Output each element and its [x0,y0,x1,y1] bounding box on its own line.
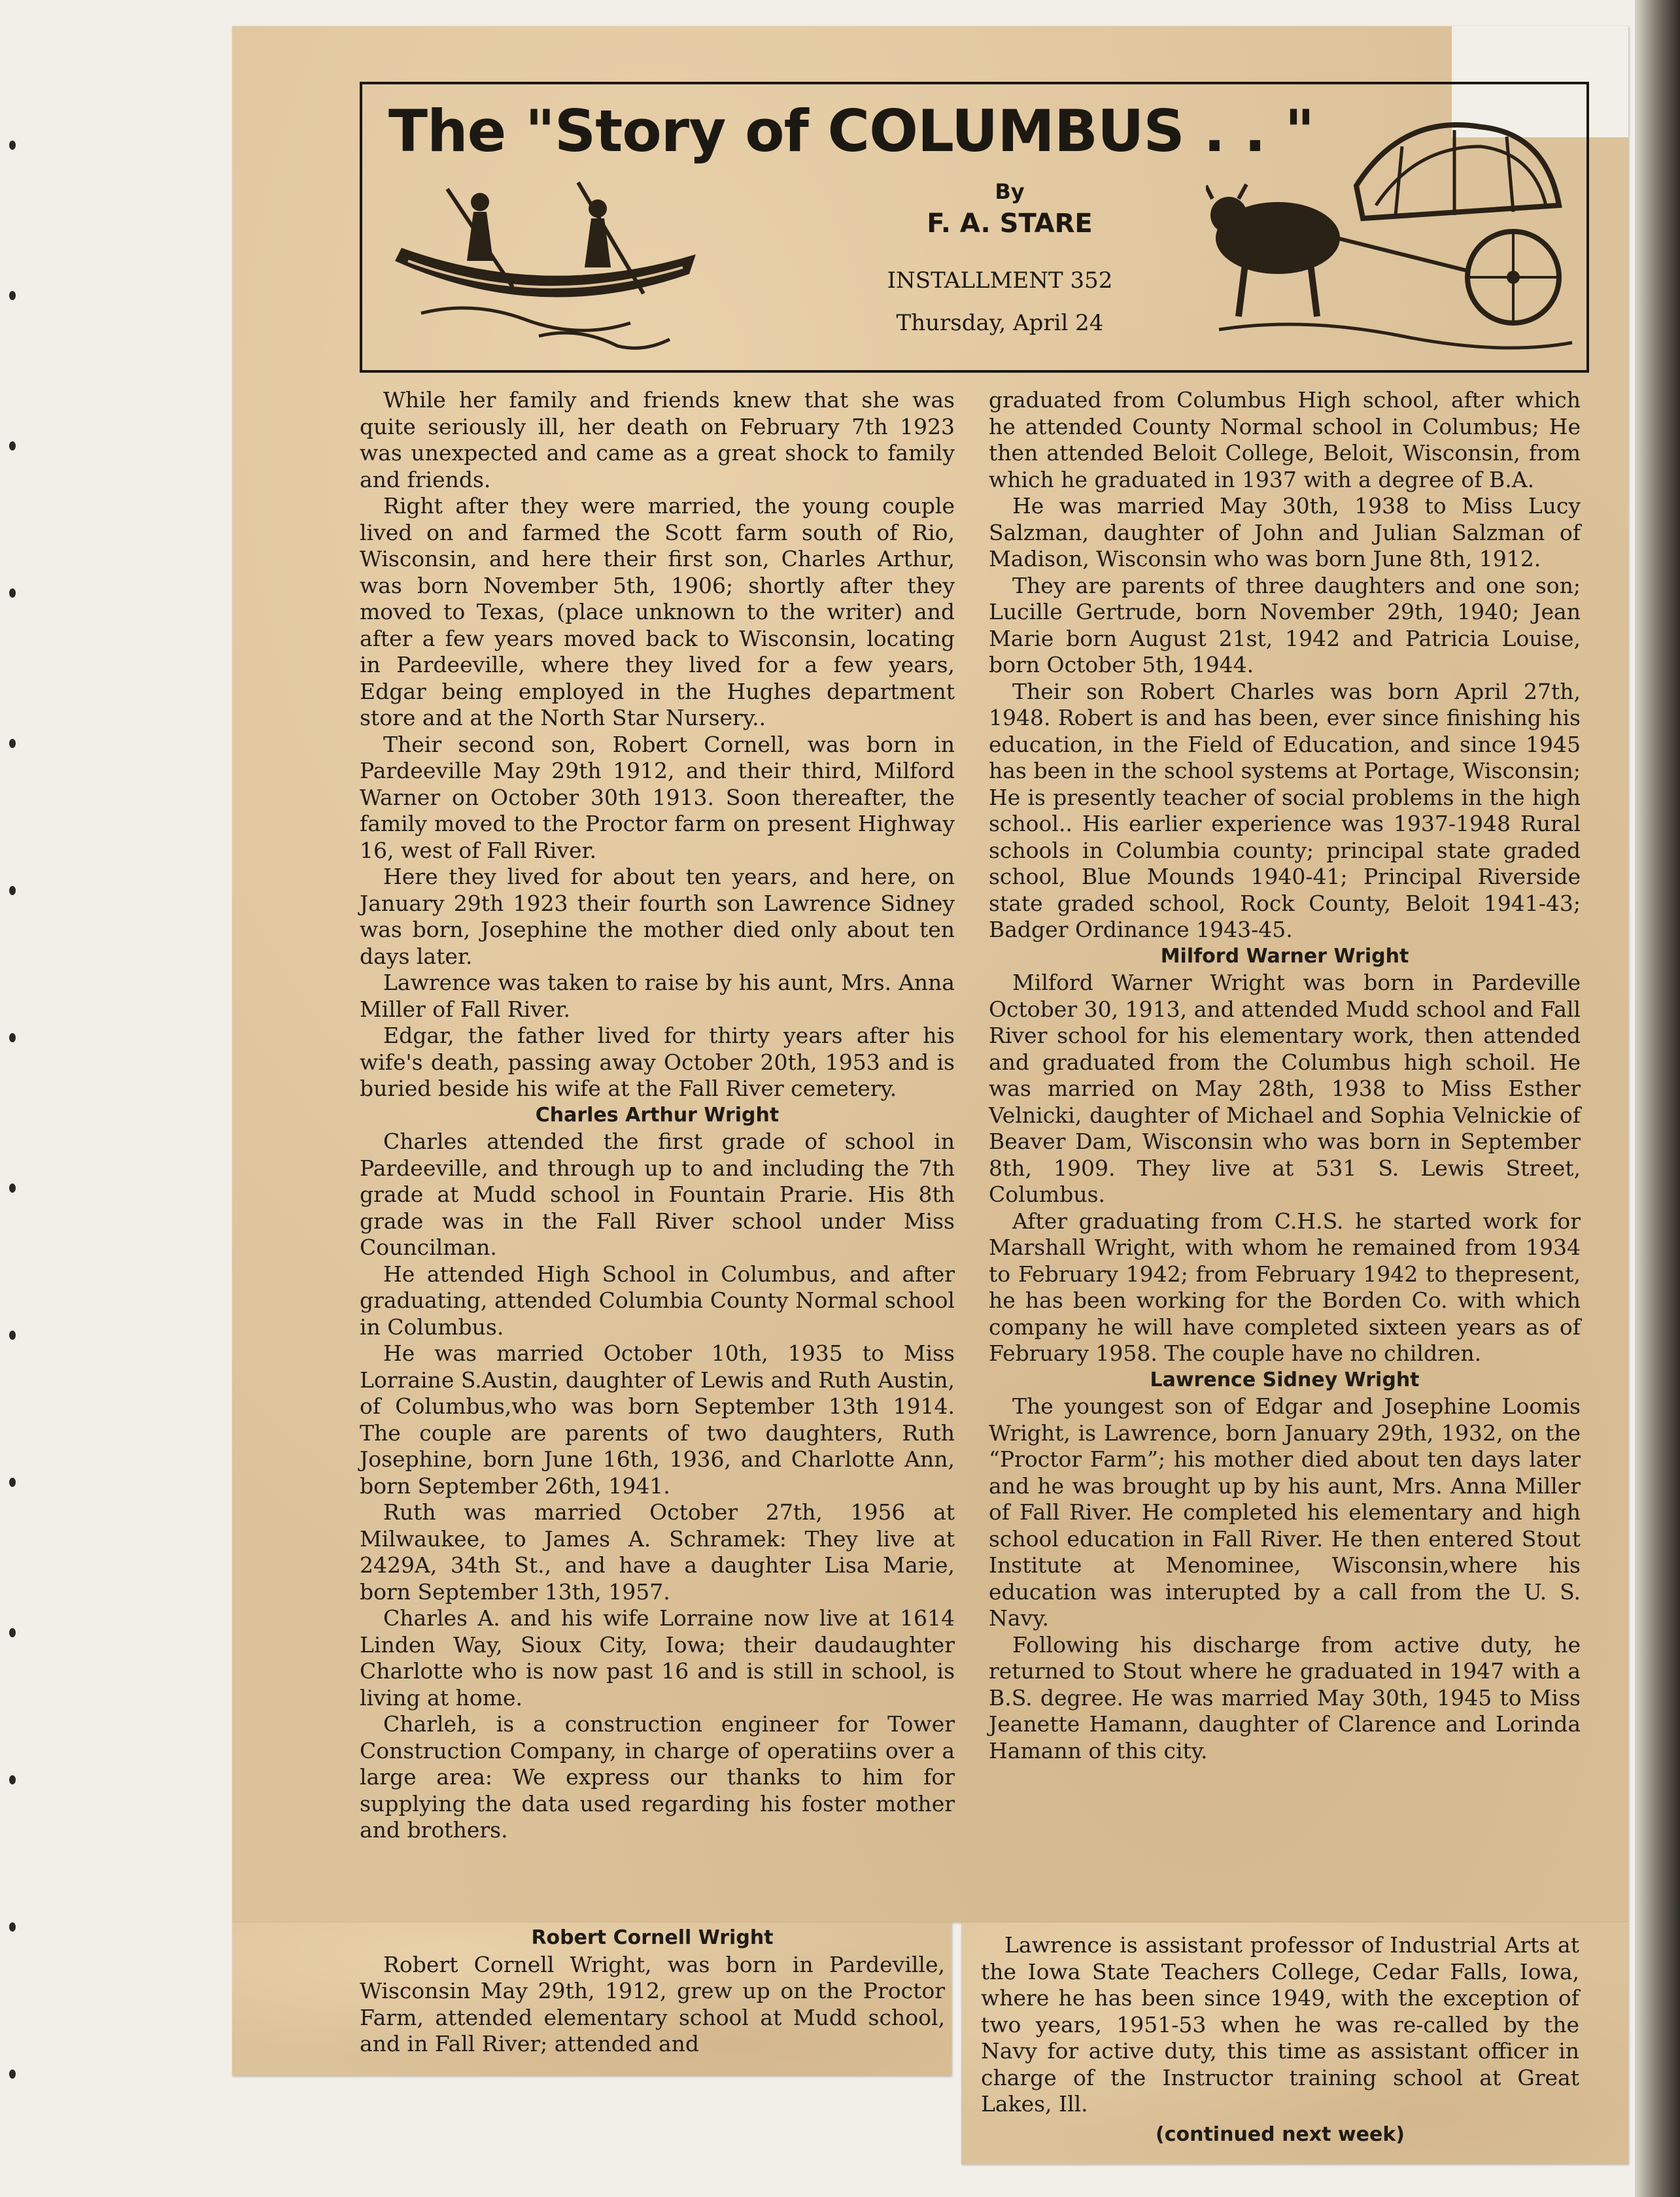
paragraph: Milford Warner Wright was born in Pardeville October 30, 1913, and attended Mudd school and Fall River school for his elementary work, then attended and graduated from the Columbus high schoil. He was married on May 28th, 1938 to Miss Esther Velnicki, daughter of Michael and Sophia Velnickie of Beaver Dam, Wisconsin who was born in September 8th, 1909. They live at 531 S. Lewis Street, Columbus. [989,970,1581,1207]
section-heading-lawrence: Lawrence Sidney Wright [1150,1368,1420,1391]
binding-hole [9,1478,16,1487]
paragraph: The youngest son of Edgar and Josephine Loomis Wright, is Lawrence, born January 29th, 1932, on the “Proctor Farm”; his mother died about ten days later and he was brought up by his aunt, Mrs. Anna Miller of Fall River. He completed his elementary and high school education in Fall River. He then entered Stout Institute at Menominee, Wisconsin,where his education was interupted by a call from the U. S. Navy. [989,1393,1581,1631]
article-column-left-tail [360,1925,945,2058]
paragraph: Lawrence is assistant professor of Industrial Arts at the Iowa State Teachers College, Cedar Falls, Iowa, where he has been since 1949, with the exception of two years, 1951-53 when he was re-called by the Navy for active duty, this time as assistant officer in charge of the Instructor training school at Great Lakes, Ill. [981,1932,1579,2117]
article-column-left [360,387,955,1844]
installment: INSTALLMENT 352 [887,267,1113,294]
paragraph: He was married October 10th, 1935 to Miss Lorraine S.Austin, daughter of Lewis and Ruth Austin, of Columbus,who was born September 13th 1914. The couple are parents of two daughters, Ruth Josephine, born June 16th, 1936, and Charlotte Ann, born September 26th, 1941. [360,1340,955,1499]
covered-wagon-illustration [1206,107,1579,369]
paragraph: Their second son, Robert Cornell, was born in Pardeeville May 29th 1912, and their third, Milford Warner on October 30th 1913. Soon thereafter, the family moved to the Proctor farm on present Highway 16, west of Fall River. [360,731,955,863]
binding-hole [9,1184,16,1193]
binding-hole [9,291,16,300]
binding-hole [9,1922,16,1932]
masthead-title: The "Story of COLUMBUS . . " [388,97,1314,165]
binding-hole [9,886,16,895]
paragraph: Charleh, is a construction engineer for Tower Construction Company, in charge of operatiins over a large area: We express our thanks to him for supplying the data used regarding his foster mother and brothers. [360,1711,955,1843]
paragraph: Edgar, the father lived for thirty years after his wife's death, passing away October 20th, 1953 and is buried beside his wife at the Fall River cemetery. [360,1023,955,1101]
canoe-illustration [382,163,722,359]
paragraph: Following his discharge from active duty, he returned to Stout where he graduated in 1947 with a B.S. degree. He was married May 30th, 1945 to Miss Jeanette Hamann, daughter of Clarence and Lorinda Hamann of this city. [989,1631,1581,1763]
article-column-right-tail [981,1932,1579,2148]
masthead [360,82,1589,373]
paragraph: Here they lived for about ten years, and here, on January 29th 1923 their fourth son Lawrence Sidney was born, Josephine the mother died only about ten days later. [360,864,955,969]
continued-notice: (continued next week) [1156,2122,1405,2146]
paragraph: Ruth was married October 27th, 1956 at Milwaukee, to James A. Schramek: They live at 2429A, 34th St., and have a daughter Lisa Marie, born September 13th, 1957. [360,1499,955,1605]
paragraph: Charles A. and his wife Lorraine now live at 1614 Linden Way, Sioux City, Iowa; their daudaughter Charlotte who is now past 16 and is still in school, is living at home. [360,1605,955,1711]
section-heading-charles: Charles Arthur Wright [535,1103,780,1127]
byline: By [995,179,1025,204]
paragraph: While her family and friends knew that she was quite seriously ill, her death on February 7th 1923 was unexpected and came as a great shock to family and friends. [360,387,955,492]
paragraph: Robert Cornell Wright, was born in Pardeville, Wisconsin May 29th, 1912, grew up on the Proctor Farm, attended elementary school at Mudd school, and in Fall River; attended and [360,1951,945,2056]
binding-hole [9,441,16,451]
binding-hole [9,739,16,748]
paragraph: Right after they were married, the young couple lived on and farmed the Scott farm south of Rio, Wisconsin, and here their first son, Charles Arthur, was born November 5th, 1906; shortly after they moved to Texas, (place unknown to the writer) and after a few years moved back to Wisconsin, locating in Pardeeville, where they lived for a few years, Edgar being employed in the Hughes department store and at the North Star Nursery.. [360,493,955,730]
paragraph: Their son Robert Charles was born April 27th, 1948. Robert is and has been, ever since finishing his education, in the Field of Education, and since 1945 has been in the school systems at Portage, Wisconsin; He is presently teacher of social problems in the high school.. His earlier experience was 1937-1948 Rural schools in Columbia county; principal state graded school, Blue Mounds 1940-41; Principal Riverside state graded school, Rock County, Beloit 1941-43; Badger Ordinance 1943-45. [989,678,1581,942]
album-edge [1635,0,1680,2197]
section-heading-robert: Robert Cornell Wright [531,1926,774,1949]
paragraph: They are parents of three daughters and one son; Lucille Gertrude, born November 29th, 1940; Jean Marie born August 21st, 1942 and Patricia Louise, born October 5th, 1944. [989,572,1581,677]
paragraph: Lawrence was taken to raise by his aunt, Mrs. Anna Miller of Fall River. [360,970,955,1022]
binding-hole [9,141,16,150]
publication-date: Thursday, April 24 [896,310,1104,336]
paragraph: He was married May 30th, 1938 to Miss Lucy Salzman, daughter of John and Julian Salzman of Madison, Wisconsin who was born June 8th, 1912. [989,493,1581,571]
paragraph: He attended High School in Columbus, and after graduating, attended Columbia County Normal school in Columbus. [360,1261,955,1340]
binding-hole [9,588,16,598]
binding-hole [9,1775,16,1784]
author: F. A. STARE [927,209,1093,239]
binding-hole [9,1331,16,1340]
binding-hole [9,1628,16,1637]
binding-hole [9,2069,16,2079]
article-column-right [989,387,1581,1764]
paragraph: After graduating from C.H.S. he started work for Marshall Wright, with whom he remained from 1934 to February 1942; from February 1942 to thepresent, he has been working for the Borden Co. with which company he will have completed sixteen years as of February 1958. The couple have no children. [989,1208,1581,1366]
section-heading-milford: Milford Warner Wright [1160,944,1409,968]
paragraph: Charles attended the first grade of school in Pardeeville, and through up to and including the 7th grade at Mudd school in Fountain Prarie. His 8th grade was in the Fall River school under Miss Councilman. [360,1129,955,1260]
binding-hole [9,1033,16,1042]
paragraph: graduated from Columbus High school, after which he attended County Normal school in Columbus; He then attended Beloit College, Beloit, Wisconsin, from which he graduated in 1937 with a degree of B.A. [989,387,1581,492]
